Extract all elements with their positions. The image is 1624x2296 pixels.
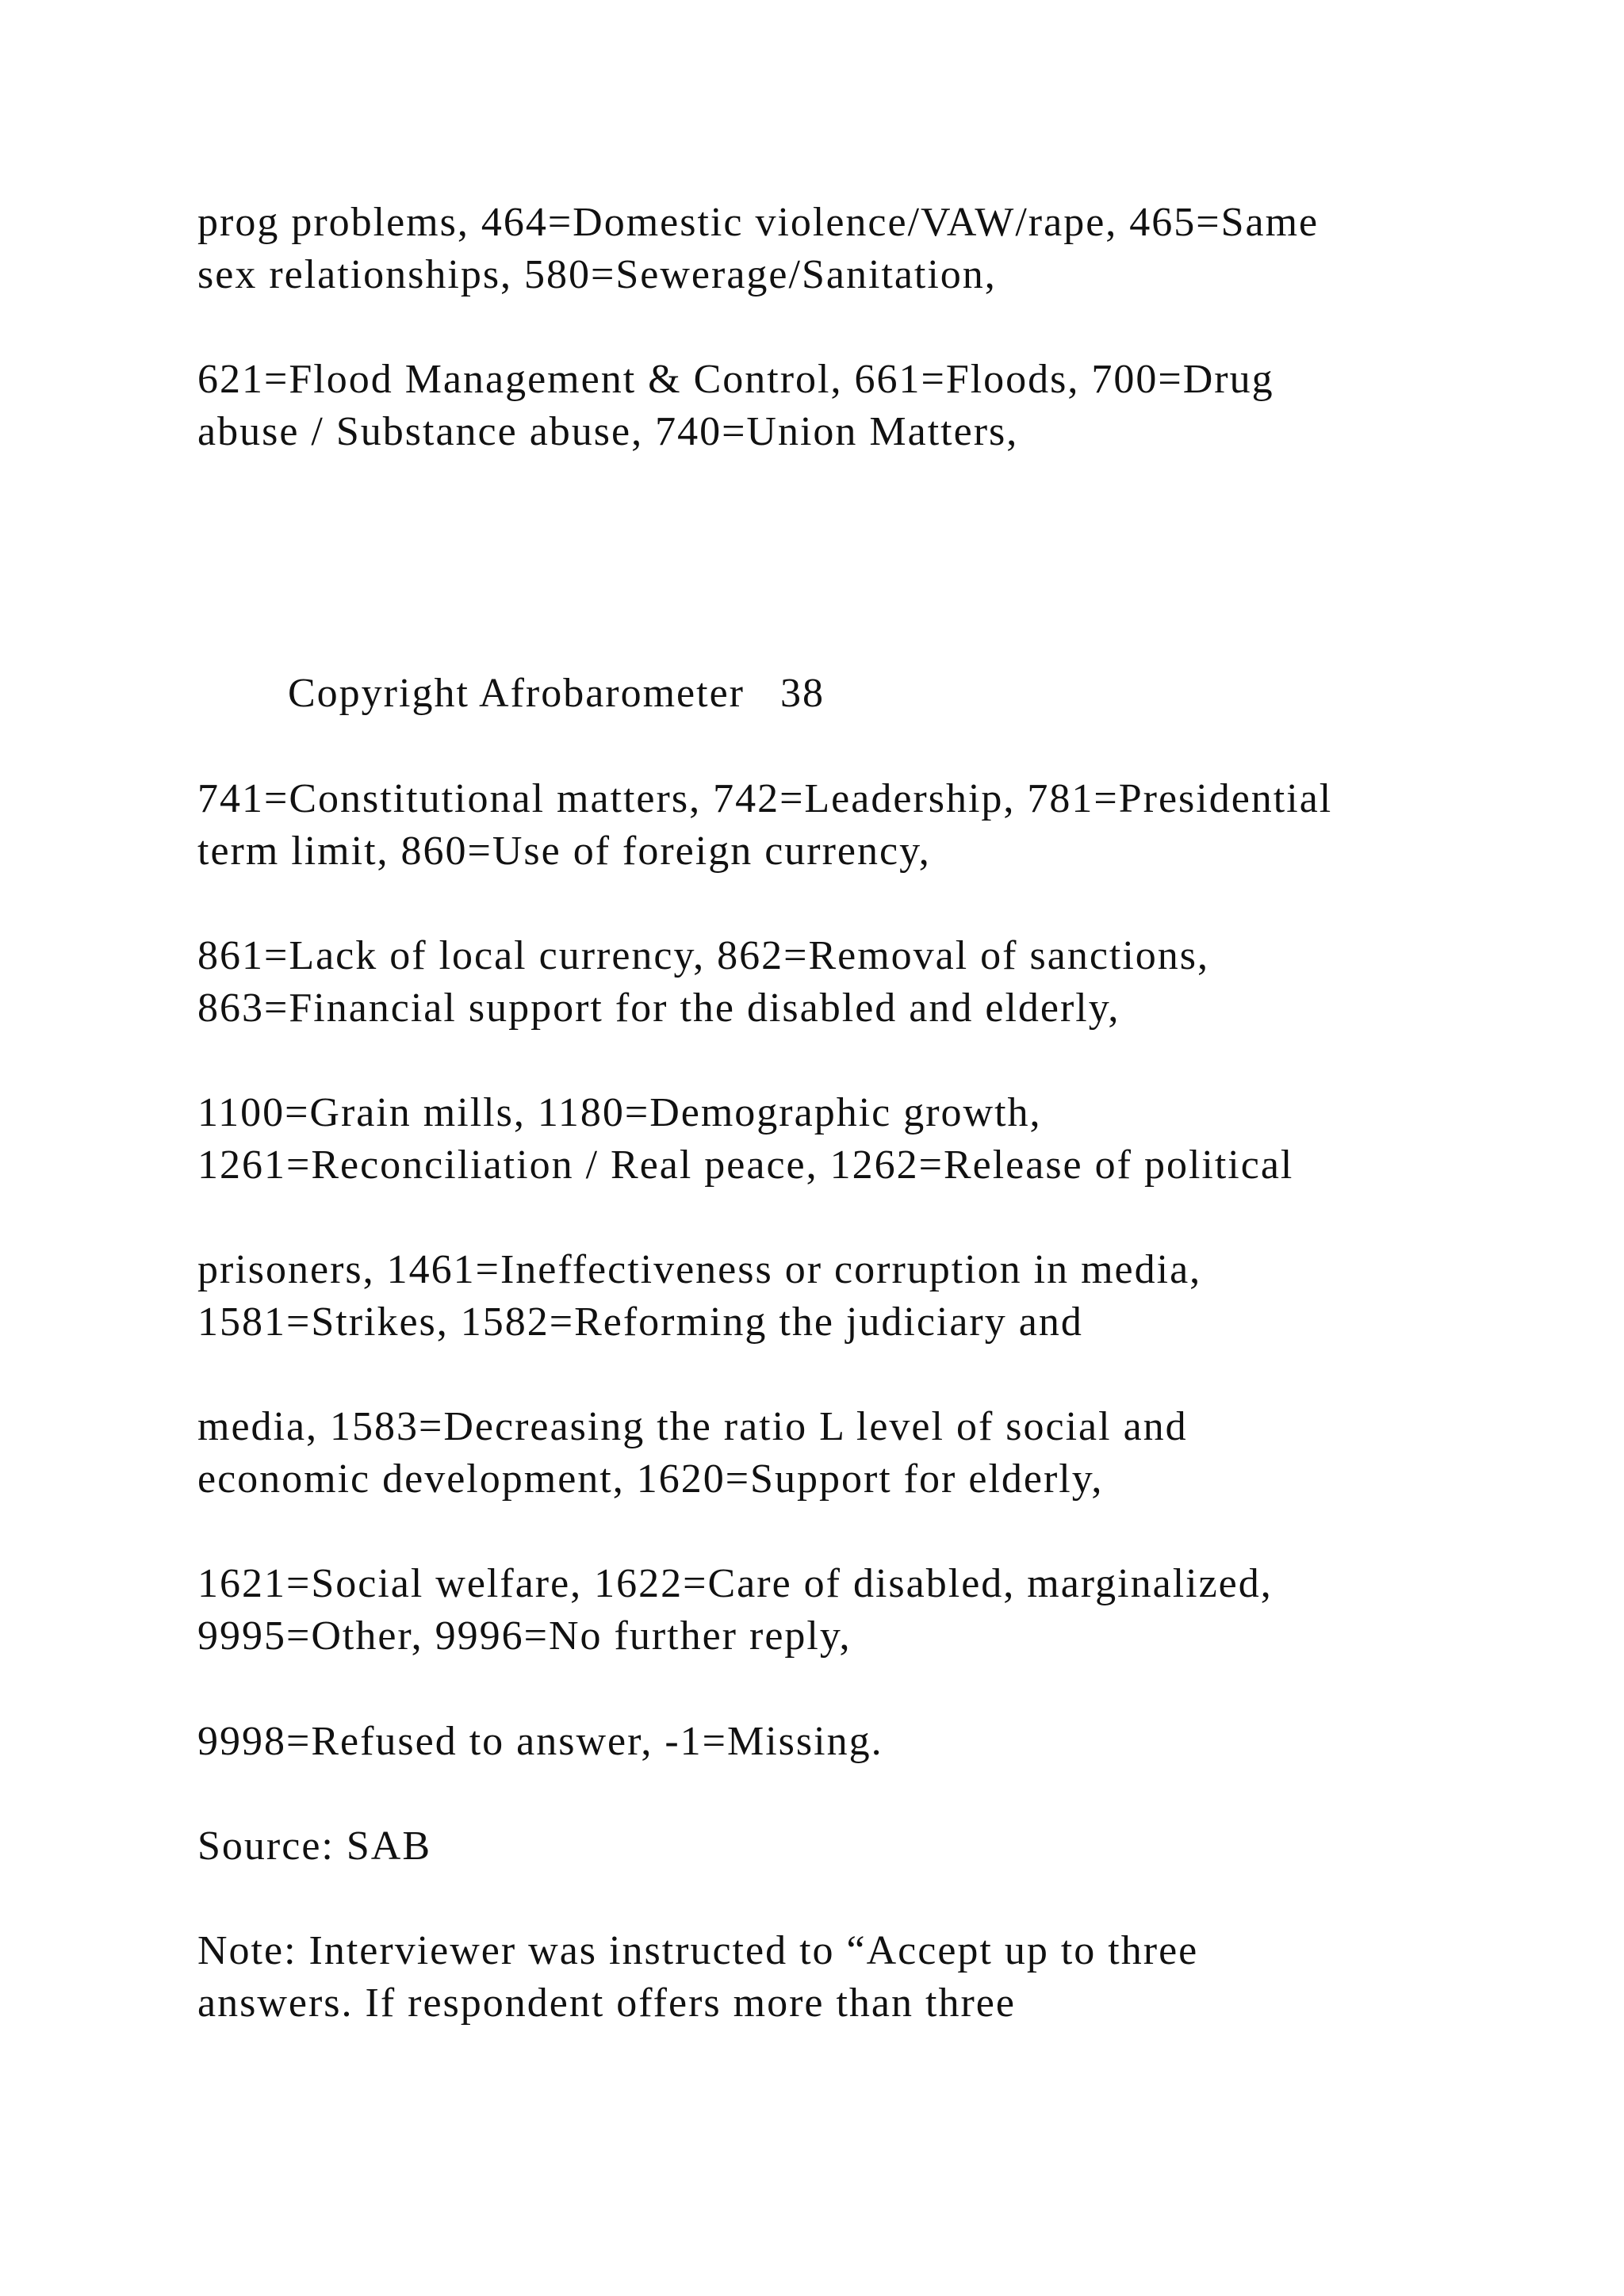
note-paragraph xyxy=(197,1925,1545,2030)
text-line: 9998=Refused to answer, -1=Missing. xyxy=(197,1719,883,1764)
page-footer: Copyright Afrobarometer 38 xyxy=(288,671,825,716)
text-line: 1581=Strikes, 1582=Reforming the judiciary and xyxy=(197,1299,1083,1345)
text-line: 741=Constitutional matters, 742=Leadership, 781=Presidential xyxy=(197,776,1333,821)
text-line: Source: SAB xyxy=(197,1823,431,1869)
text-line: 1100=Grain mills, 1180=Demographic growth, xyxy=(197,1090,1042,1135)
text-line: economic development, 1620=Support for elderly, xyxy=(197,1456,1104,1502)
text-line: 1261=Reconciliation / Real peace, 1262=Release of political xyxy=(197,1142,1294,1188)
text-line: prisoners, 1461=Ineffectiveness or corruption in media, xyxy=(197,1247,1202,1292)
text-line: 863=Financial support for the disabled and elderly, xyxy=(197,985,1120,1031)
text-line: term limit, 860=Use of foreign currency, xyxy=(197,828,931,874)
source-line xyxy=(197,1820,1545,1873)
paragraph-codes-861-863 xyxy=(197,930,1545,1035)
paragraph-codes-741-860 xyxy=(197,773,1545,878)
paragraph-codes-621-740 xyxy=(197,354,1545,458)
paragraph-codes-1461-1582 xyxy=(197,1244,1545,1349)
text-line: Note: Interviewer was instructed to “Accept up to three xyxy=(197,1928,1199,1973)
paragraph-codes-9998-missing xyxy=(197,1716,1545,1768)
text-line: sex relationships, 580=Sewerage/Sanitation, xyxy=(197,252,997,297)
text-line: 9995=Other, 9996=No further reply, xyxy=(197,1613,852,1659)
paragraph-codes-464-580 xyxy=(197,197,1545,301)
text-line: prog problems, 464=Domestic violence/VAW/rape, 465=Same xyxy=(197,200,1320,245)
text-line: media, 1583=Decreasing the ratio L level of social and xyxy=(197,1404,1188,1449)
text-line: 1621=Social welfare, 1622=Care of disabled, marginalized, xyxy=(197,1561,1273,1606)
text-line: 621=Flood Management & Control, 661=Floods, 700=Drug xyxy=(197,357,1274,402)
text-line: abuse / Substance abuse, 740=Union Matters, xyxy=(197,409,1019,454)
text-line: answers. If respondent offers more than three xyxy=(197,1980,1016,2026)
paragraph-codes-1583-1620 xyxy=(197,1401,1545,1506)
paragraph-codes-1100-1262 xyxy=(197,1087,1545,1192)
paragraph-codes-1621-9996 xyxy=(197,1558,1545,1663)
text-line: 861=Lack of local currency, 862=Removal of sanctions, xyxy=(197,933,1210,978)
